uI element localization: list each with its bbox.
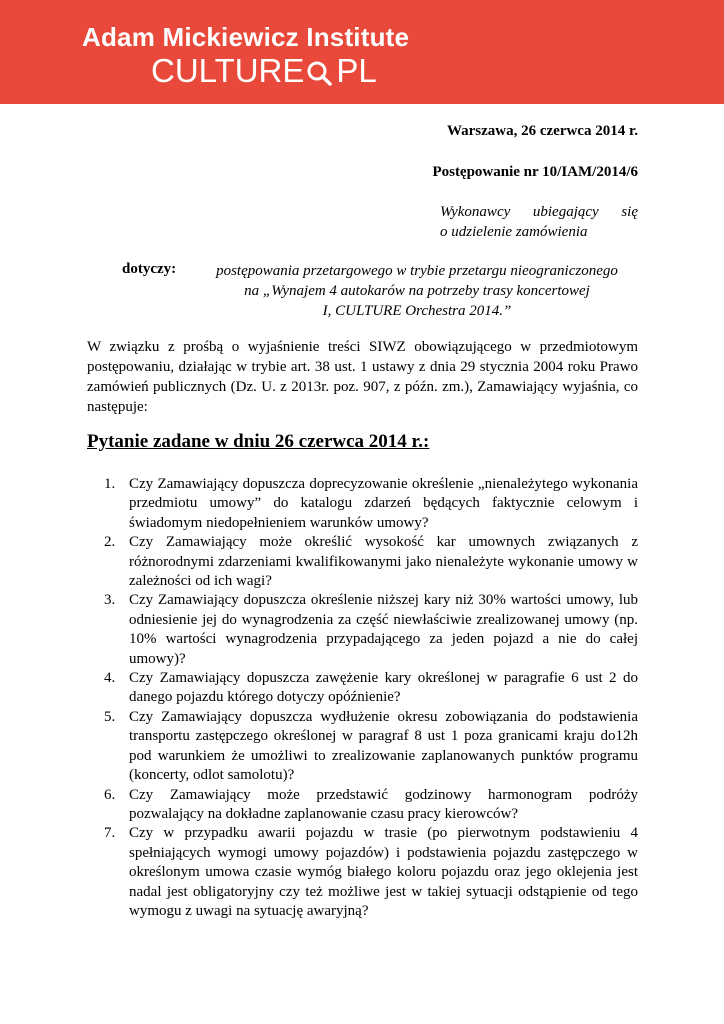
item-text: Czy Zamawiający dopuszcza zawężenie kary określonej w paragrafie 6 ust 2 do danego pojazdu którego dotyczy opóźnienie? xyxy=(129,670,638,706)
item-number: 6. xyxy=(104,786,116,803)
magnifier-icon xyxy=(305,56,335,86)
concerning-label: dotyczy: xyxy=(122,261,177,277)
item-number: 7. xyxy=(104,825,116,842)
addressee-word: ubiegający xyxy=(532,204,599,220)
header-banner xyxy=(0,0,724,104)
list-item xyxy=(104,475,638,533)
culture-pl-logo xyxy=(151,51,377,91)
list-item xyxy=(104,669,638,708)
item-text: Czy Zamawiający może przedstawić godzinowy harmonogram podróży pozwalający na dokładne zaplanowanie czasu pracy kierowców? xyxy=(129,786,638,822)
procedure-number: Postępowanie nr 10/IAM/2014/6 xyxy=(432,164,638,180)
logo-text-pl: PL xyxy=(336,52,377,89)
list-item xyxy=(104,591,638,669)
item-text: Czy Zamawiający może określić wysokość kar umownych związanych z różnorodnymi zdarzeniami kwalifikowanymi jako nienależyte wykonanie umowy w zależności od ich wagi? xyxy=(129,534,638,590)
concerning-text xyxy=(207,261,627,321)
list-item xyxy=(104,708,638,786)
item-text: Czy Zamawiający dopuszcza wydłużenie okresu zobowiązania do podstawienia transportu zastępczego określonej w paragraf 8 ust 1 poza granicami kraju do12h pod warunkiem że umożliwi to zrealizowanie zaplanowanych punktów programu (koncerty, odlot samolotu)? xyxy=(129,708,638,784)
item-number: 2. xyxy=(104,534,116,551)
institute-name: Adam Mickiewicz Institute xyxy=(82,22,410,52)
intro-paragraph: W związku z prośbą o wyjaśnienie treści SIWZ obowiązującego w przedmiotowym postępowaniu, działając w trybie art. 38 ust. 1 ustawy z dnia 29 stycznia 2004 roku Prawo zamówień publicznych (Dz. U. z 2013r. poz. 907, z późn. zm.), Zamawiający wyjaśnia, co następuje: xyxy=(87,339,638,415)
item-text: Czy Zamawiający dopuszcza doprecyzowanie określenie „nienależytego wykonania przedmiotu umowy” do katalogu zdarzeń będących faktycznie celowym i świadomym niedopełnieniem warunków umowy? xyxy=(129,476,638,531)
concerning-line: I, CULTURE Orchestra 2014.” xyxy=(322,303,512,319)
item-number: 3. xyxy=(104,592,116,609)
list-item xyxy=(104,533,638,591)
item-text: Czy Zamawiający dopuszcza określenie niższej kary niż 30% wartości umowy, lub odniesienie jej do wynagrodzenia za część niewłaściwie zrealizowanej umowy (np. 10% wartości wynagrodzenia przypadającego za jeden pojazd a nie do całej umowy)? xyxy=(129,592,638,667)
addressee-line: o udzielenie zamówienia xyxy=(440,224,588,240)
logo-text-culture: CULTURE xyxy=(151,52,305,89)
letter-date: Warszawa, 26 czerwca 2014 r. xyxy=(446,123,638,139)
item-number: 4. xyxy=(104,670,116,687)
item-number: 5. xyxy=(104,708,116,725)
question-heading: Pytanie zadane w dniu 26 czerwca 2014 r.: xyxy=(87,431,430,452)
addressee xyxy=(440,202,638,242)
list-item xyxy=(104,824,638,921)
item-text: Czy w przypadku awarii pojazdu w trasie (po pierwotnym podstawieniu 4 spełniających wymogi umowy pojazdów) i podstawienia pojazdu zastępczego w określonym umowa czasie wymóg białego koloru pojazdu oraz jego oklejenia jest nadal jest obligatoryjny czy też możliwe jest w takiej sytuacji odstąpienie od tego wymogu z uwagi na sytuację awaryjną? xyxy=(129,825,638,919)
concerning-line: na „Wynajem 4 autokarów na potrzeby trasy koncertowej xyxy=(244,283,590,299)
item-number: 1. xyxy=(104,476,116,492)
concerning-line: postępowania przetargowego w trybie przetargu nieograniczonego xyxy=(216,263,618,279)
addressee-word: się xyxy=(621,204,638,220)
list-item xyxy=(104,786,638,825)
question-list xyxy=(104,475,638,921)
addressee-word: Wykonawcy xyxy=(440,204,511,220)
